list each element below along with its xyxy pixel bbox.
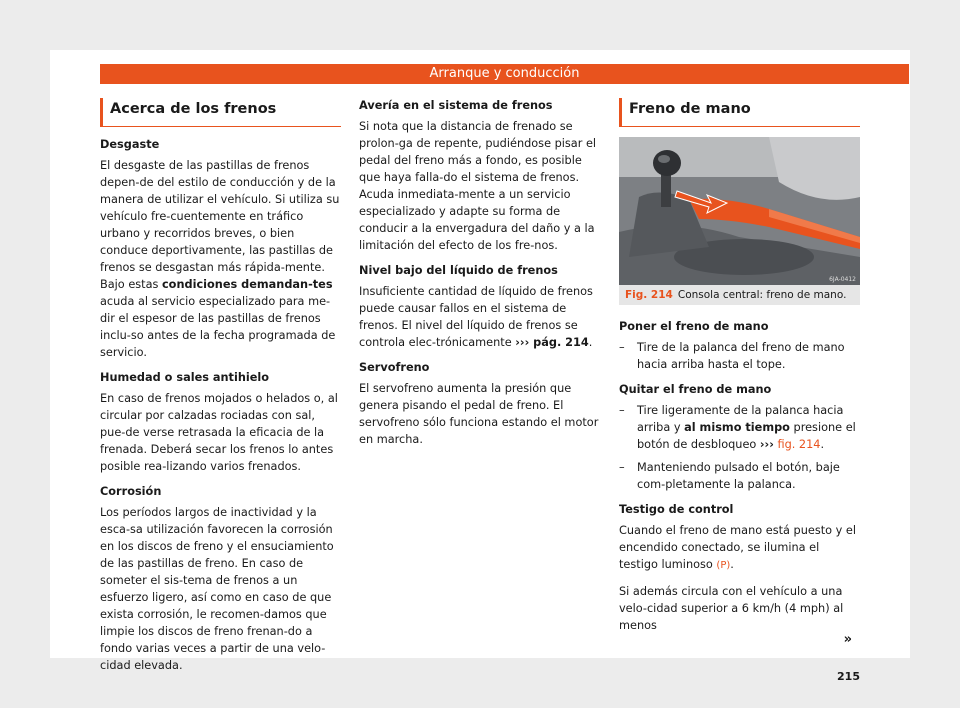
list-poner [619,339,860,373]
figure-reference-link[interactable]: fig. 214 [773,438,821,451]
paragraph-humedad: En caso de frenos mojados o helados o, al circular por calzadas rociadas con sal, pue-de verse retrasada la eficacia de la frenada. Deberá secar los frenos lo antes posible rea-lizando varios frenados. [100,392,338,473]
page-reference-link[interactable]: ››› pág. 214 [515,336,589,349]
figure-number: Fig. 214 [625,289,673,301]
subtitle-corrosion: Corrosión [100,485,162,498]
paragraph-corrosion: Los períodos largos de inactividad y la esca-sa utilización favorecen la corrosión en los discos de freno y el ensuciamiento de las pastillas de freno. En caso de someter el sis-tema de frenos a un esfuerzo ligero, así como en caso de que exista corrosión, le recomen-damos que limpie los discos de freno frenan-do a fondo varias veces a partir de una velo-cidad elevada. [100,506,334,672]
subtitle-poner: Poner el freno de mano [619,320,769,333]
text: Insuficiente cantidad de líquido de frenos puede causar fallos en el sistema de frenos. El nivel del líquido de frenos se controla elec-trónicamente [359,285,593,349]
bold-text: condiciones demandan-tes [161,278,333,291]
figure-code: 6JA-0412 [829,276,856,283]
paragraph-servofreno: El servofreno aumenta la presión que genera pisando el pedal de freno. El servofreno sólo funciona estando el motor en marcha. [359,382,599,446]
list-item [619,402,860,453]
figure-caption [619,285,860,305]
list-item: – Manteniendo pulsado el botón, baje com-pletamente la palanca. [619,459,860,493]
text: . [588,336,593,349]
text: . [730,558,734,571]
handbrake-illustration [619,137,860,285]
bold-text: al mismo tiempo [684,421,790,434]
handbrake-figure [619,137,860,285]
section-title-freno-de-mano: Freno de mano [619,98,860,127]
subtitle-servofreno: Servofreno [359,361,430,374]
paragraph-testigo [619,522,860,574]
column-2 [359,98,600,457]
column-3 [619,98,860,643]
text: presione el botón de desbloqueo [637,421,856,451]
text: El desgaste de las pastillas de frenos depen-de del estilo de conducción y de la manera de utilizar el vehículo. Si utiliza su vehículo fre-cuentemente en tráfico urbano y recorridos breves, o bien conduce deportivamente, las pastillas de frenos se desgastan más rápida-mente. Bajo estas [100,159,340,291]
subtitle-quitar: Quitar el freno de mano [619,383,772,396]
column-1 [100,98,341,683]
caption-text: Consola central: freno de mano. [677,289,847,301]
paragraph-averia: Si nota que la distancia de frenado se prolon-ga de repente, pudiéndose pisar el pedal del freno más a fondo, es posible que haya falla-do el sistema de frenos. Acuda inmediata-mente a un servicio especializado y adapte su forma de conducir a la envergadura del daño y a la limitación del efecto de los fre-nos. [359,120,597,252]
subtitle-desgaste: Desgaste [100,138,160,151]
text: . [820,438,825,451]
parking-brake-warning-icon: (P) [716,560,731,571]
paragraph-nivel [359,283,600,351]
text: Tire ligeramente de la palanca hacia arriba y [637,404,844,434]
page [50,50,910,683]
subtitle-nivel: Nivel bajo del líquido de frenos [359,264,558,277]
paragraph-velocidad: Si además circula con el vehículo a una velo-cidad superior a 6 km/h (4 mph) al menos [619,585,844,632]
page-number: 215 [837,670,860,683]
text: acuda al servicio especializado para me-dir el espesor de las pastillas de frenos inclu-so antes de la fecha programada de servicio. [100,295,336,359]
subtitle-humedad: Humedad o sales antihielo [100,371,270,384]
continue-marker: » [843,632,852,647]
section-title-frenos: Acerca de los frenos [100,98,341,127]
text: Cuando el freno de mano está puesto y el encendido conectado, se ilumina el testigo luminoso [619,524,857,571]
reference-arrows: ››› [759,438,774,451]
chapter-header: Arranque y conducción [100,64,909,84]
subtitle-testigo: Testigo de control [619,503,734,516]
subtitle-averia: Avería en el sistema de frenos [359,99,553,112]
list-item: – Tire de la palanca del freno de mano hacia arriba hasta el tope. [619,339,860,373]
paragraph-desgaste [100,157,341,361]
list-quitar [619,402,860,493]
